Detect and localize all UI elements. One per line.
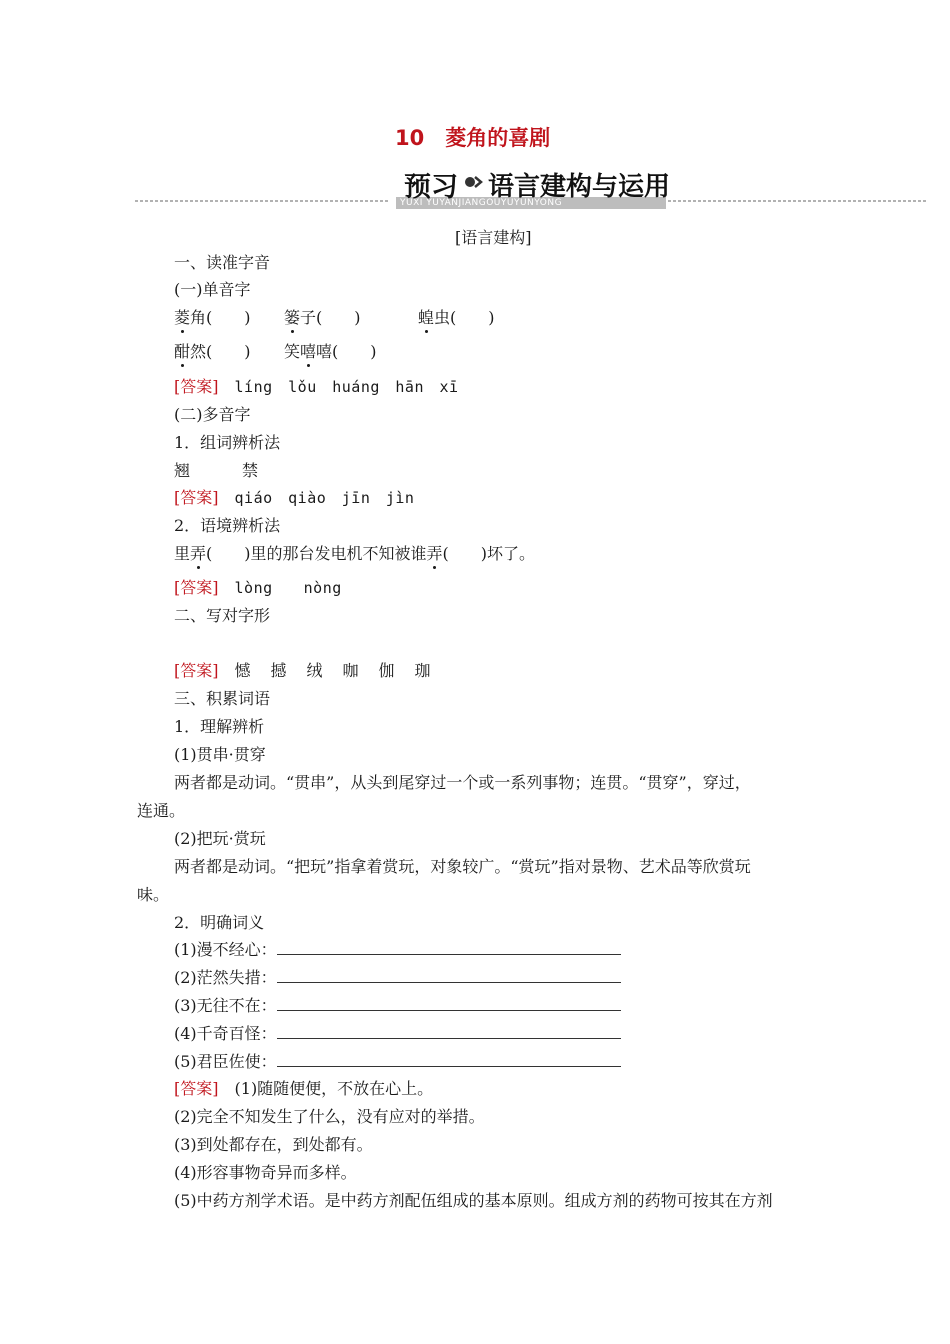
s3-method-1: 1．理解辨析 bbox=[174, 717, 265, 736]
word-pair-1-title: (1)贯串·贯穿 bbox=[174, 745, 266, 764]
definition-item-2: (2)茫然失措： bbox=[174, 968, 621, 988]
answer-4: [答案] 憾 撼 绒 咖 伽 珈 bbox=[174, 661, 433, 680]
banner-main: 预习 bbox=[404, 172, 458, 203]
s1-heading: 一、读准字音 bbox=[174, 253, 271, 272]
answer-5-line-5: (5)中药方剂学术语。是中药方剂配伍组成的基本原则。组成方剂的药物可按其在方剂 bbox=[174, 1191, 773, 1210]
answer-blank[interactable] bbox=[277, 1052, 621, 1067]
answer-5-line-3: (3)到处都存在，到处都有。 bbox=[174, 1135, 373, 1154]
s3-method-2: 2．明确词义 bbox=[174, 913, 265, 932]
answer-blank[interactable] bbox=[277, 996, 621, 1011]
s1-sub1: (一)单音字 bbox=[174, 280, 251, 299]
answer-5-line-4: (4)形容事物奇异而多样。 bbox=[174, 1163, 357, 1182]
word-pair-2-line-2: 味。 bbox=[137, 885, 170, 904]
banner-text: 语言建构与运用 bbox=[488, 172, 671, 202]
word-pair-2-line-1: 两者都是动词。“把玩”指拿着赏玩，对象较广。“赏玩”指对景物、艺术品等欣赏玩 bbox=[174, 857, 751, 876]
pinyin-item-4: 酣然( ) bbox=[174, 342, 251, 361]
definition-item-1: (1)漫不经心： bbox=[174, 940, 621, 960]
answer-1: [答案] líng lǒu huáng hān xī bbox=[174, 377, 459, 396]
pinyin-item-2: 篓子( ) bbox=[284, 308, 361, 327]
word-pair-1-line-2: 连通。 bbox=[137, 801, 186, 820]
definition-item-5: (5)君臣佐使： bbox=[174, 1052, 621, 1072]
s3-heading: 三、积累词语 bbox=[174, 689, 271, 708]
definition-item-4: (4)千奇百怪： bbox=[174, 1024, 621, 1044]
section-label: [语言建构] bbox=[455, 228, 532, 247]
pinyin-item-3: 蝗虫( ) bbox=[418, 308, 495, 327]
answer-3: [答案] lòng nòng bbox=[174, 578, 342, 597]
double-circle-arrow-icon bbox=[462, 171, 484, 197]
pinyin-item-5: 笑嘻嘻( ) bbox=[284, 342, 377, 361]
answer-blank[interactable] bbox=[277, 1024, 621, 1039]
word-pair-2-title: (2)把玩·赏玩 bbox=[174, 829, 266, 848]
answer-5: [答案] (1)随随便便，不放在心上。 bbox=[174, 1079, 434, 1098]
context-sentence: 里弄( )里的那台发电机不知被谁弄( )坏了。 bbox=[174, 544, 536, 563]
page-title: 10 菱角的喜剧 bbox=[395, 126, 551, 150]
section-banner bbox=[0, 165, 950, 213]
method-2: 2．语境辨析法 bbox=[174, 516, 281, 535]
answer-blank[interactable] bbox=[277, 968, 621, 983]
answer-5-line-2: (2)完全不知发生了什么，没有应对的举措。 bbox=[174, 1107, 485, 1126]
polyphone-char-1: 翘 bbox=[174, 461, 191, 480]
s2-heading: 二、写对字形 bbox=[174, 606, 271, 625]
definition-item-3: (3)无往不在： bbox=[174, 996, 621, 1016]
pinyin-item-1: 菱角( ) bbox=[174, 308, 251, 327]
word-pair-1-line-1: 两者都是动词。“贯串”，从头到尾穿过一个或一系列事物；连贯。“贯穿”，穿过， bbox=[174, 773, 751, 792]
banner-subtitle: YUXI YUYANJIANGOUYUYUNYONG bbox=[400, 198, 563, 208]
polyphone-char-2: 禁 bbox=[242, 461, 259, 480]
answer-2: [答案] qiáo qiào jīn jìn bbox=[174, 488, 415, 507]
method-1: 1．组词辨析法 bbox=[174, 433, 281, 452]
s1-sub2: (二)多音字 bbox=[174, 405, 251, 424]
answer-blank[interactable] bbox=[277, 940, 621, 955]
